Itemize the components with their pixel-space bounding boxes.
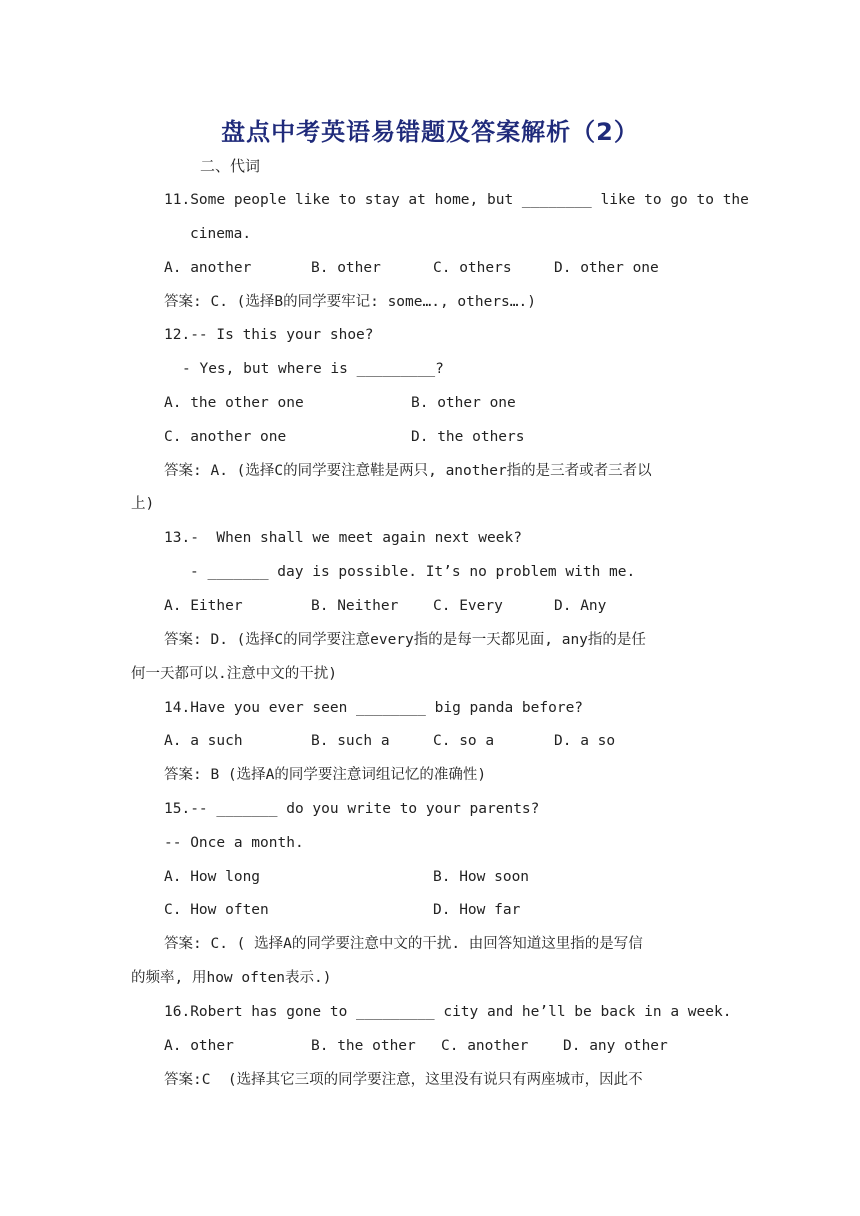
q12-answer-cont: 上) (131, 496, 155, 512)
q11-option-d: D. other one (554, 260, 659, 276)
q16-option-a: A. other (164, 1038, 234, 1054)
q12-option-b: B. other one (411, 395, 516, 411)
q15-reply: -- Once a month. (164, 835, 304, 851)
q12-option-d: D. the others (411, 429, 525, 445)
q13-answer: 答案: D. (选择C的同学要注意every指的是每一天都见面, any指的是任 (164, 632, 646, 648)
q11-stem: 11.Some people like to stay at home, but ________ like to go to the (164, 192, 749, 208)
q14-option-b: B. such a (311, 733, 390, 749)
q16-stem: 16.Robert has gone to _________ city and he’ll be back in a week. (164, 1004, 732, 1020)
section-heading: 二、代词 (200, 157, 261, 175)
q13-option-a: A. Either (164, 598, 243, 614)
q13-option-d: D. Any (554, 598, 607, 614)
q12-option-a: A. the other one (164, 395, 304, 411)
q12-stem: 12.-- Is this your shoe? (164, 327, 374, 343)
q13-option-b: B. Neither (311, 598, 399, 614)
q14-answer: 答案: B (选择A的同学要注意词组记忆的准确性) (164, 767, 487, 783)
q15-option-c: C. How often (164, 902, 269, 918)
q12-option-c: C. another one (164, 429, 287, 445)
q14-option-c: C. so a (433, 733, 495, 749)
q12-answer: 答案: A. (选择C的同学要注意鞋是两只, another指的是三者或者三者以 (164, 463, 652, 479)
q14-option-a: A. a such (164, 733, 243, 749)
q15-option-b: B. How soon (433, 869, 530, 885)
q15-stem: 15.-- _______ do you write to your parents? (164, 801, 540, 817)
q13-option-c: C. Every (433, 598, 503, 614)
q15-answer: 答案: C. ( 选择A的同学要注意中文的干扰. 由回答知道这里指的是写信 (164, 936, 643, 952)
document-title: 盘点中考英语易错题及答案解析（2） (221, 118, 639, 146)
q15-option-a: A. How long (164, 869, 261, 885)
q16-option-c: C. another (441, 1038, 529, 1054)
q13-answer-cont: 何一天都可以.注意中文的干扰) (131, 666, 337, 682)
q13-stem: 13.- When shall we meet again next week? (164, 530, 522, 546)
q15-option-d: D. How far (433, 902, 521, 918)
q11-answer: 答案: C. (选择B的同学要牢记: some…., others….) (164, 294, 536, 310)
q12-stem-cont: - Yes, but where is _________? (182, 361, 444, 377)
q14-option-d: D. a so (554, 733, 616, 749)
q13-stem-cont: - _______ day is possible. It’s no problem with me. (190, 564, 636, 580)
q11-option-b: B. other (311, 260, 381, 276)
q15-answer-cont: 的频率, 用how often表示.) (131, 970, 332, 986)
q16-option-d: D. any other (563, 1038, 668, 1054)
q11-option-a: A. another (164, 260, 252, 276)
q11-option-c: C. others (433, 260, 512, 276)
q16-answer: 答案:C (选择其它三项的同学要注意，这里没有说只有两座城市，因此不 (164, 1072, 643, 1088)
q14-stem: 14.Have you ever seen ________ big panda before? (164, 700, 584, 716)
q11-stem-cont: cinema. (190, 226, 252, 242)
q16-option-b: B. the other (311, 1038, 416, 1054)
